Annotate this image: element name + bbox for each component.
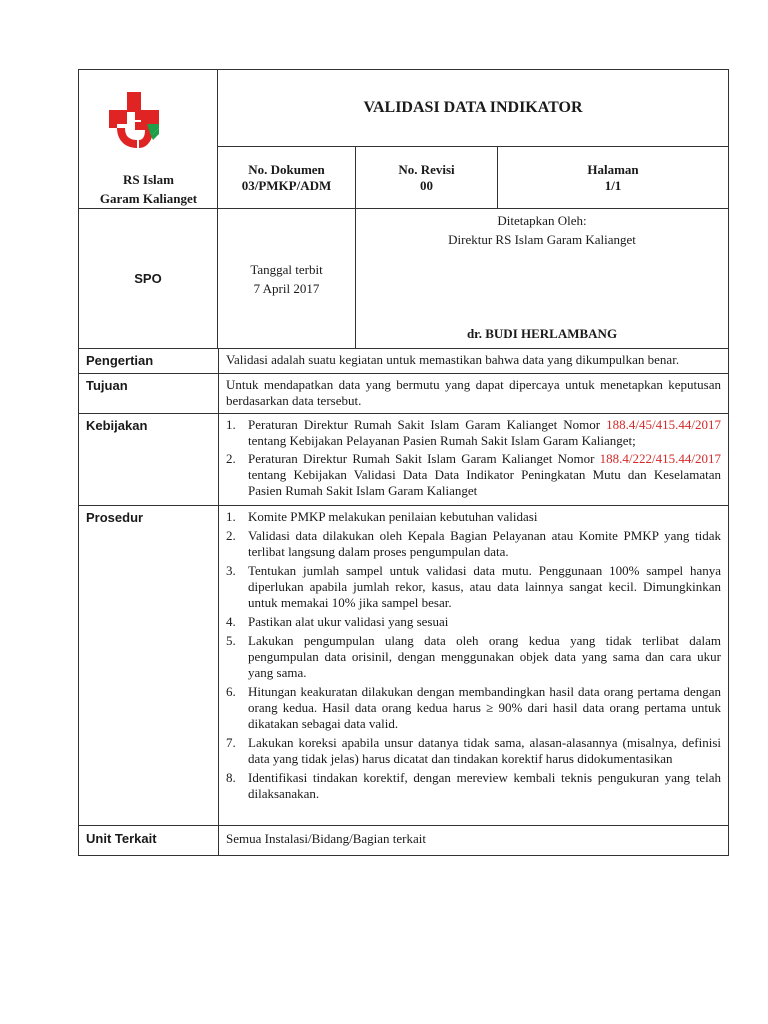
spo-content-table (78, 348, 729, 856)
row-tujuan (79, 374, 729, 414)
no-dokumen-cell (217, 146, 356, 209)
signatory-name: dr. BUDI HERLAMBANG (466, 326, 618, 341)
regulation-number: 188.4/45/415.44/2017 (606, 417, 721, 432)
prosedur-item (226, 614, 721, 630)
item-number: 6. (226, 684, 236, 699)
pengertian-label: Pengertian (79, 349, 219, 374)
kebijakan-text: tentang Kebijakan Pelayanan Pasien Rumah Sakit Islam Garam Kalianget; (248, 433, 636, 448)
prosedur-content (219, 506, 729, 826)
item-number: 4. (226, 614, 236, 629)
prosedur-item (226, 684, 721, 732)
prosedur-item (226, 770, 721, 802)
logo-cell (78, 69, 218, 209)
item-number: 8. (226, 770, 236, 785)
item-number: 2. (226, 528, 236, 543)
hospital-cross-logo-icon (107, 90, 169, 152)
regulation-number: 188.4/222/415.44/2017 (599, 451, 721, 466)
prosedur-item (226, 563, 721, 611)
row-unit-terkait (79, 826, 729, 856)
prosedur-text: Identifikasi tindakan korektif, dengan mereview kembali teknis pengukuran yang telah dilaksanakan. (248, 770, 721, 801)
document-header (78, 69, 729, 349)
hospital-name-line2: Garam Kalianget (99, 191, 198, 206)
kebijakan-text: Peraturan Direktur Rumah Sakit Islam Garam Kalianget Nomor (248, 451, 600, 466)
item-number: 7. (226, 735, 236, 750)
kebijakan-item (226, 451, 721, 499)
item-number: 1. (226, 509, 236, 524)
item-number: 5. (226, 633, 236, 648)
no-revisi-label: No. Revisi (398, 161, 455, 177)
prosedur-text: Validasi data dilakukan oleh Kepala Bagian Pelayanan atau Komite PMKP yang tidak terlibat langsung dalam proses pengumpulan data. (248, 528, 721, 559)
halaman-label: Halaman (587, 161, 639, 177)
kebijakan-content (219, 414, 729, 506)
kebijakan-text: Peraturan Direktur Rumah Sakit Islam Garam Kalianget Nomor (248, 417, 607, 432)
pengertian-text: Validasi adalah suatu kegiatan untuk memastikan bahwa data yang dikumpulkan benar. (219, 349, 729, 374)
item-number: 3. (226, 563, 236, 578)
no-dokumen-value: 03/PMKP/ADM (241, 177, 332, 193)
row-pengertian (79, 349, 729, 374)
no-revisi-value: 00 (420, 177, 433, 193)
kebijakan-label: Kebijakan (79, 414, 219, 506)
halaman-cell (497, 146, 729, 209)
hospital-name (79, 170, 218, 208)
tanggal-terbit-label: Tanggal terbit (250, 261, 323, 277)
row-prosedur (79, 506, 729, 826)
prosedur-text: Lakukan koreksi apabila unsur datanya tidak sama, alasan-alasannya (misalnya, definisi data yang tidak jelas) harus dicatat dan tindakan korektif harus didokumentasikan (248, 735, 721, 766)
halaman-value: 1/1 (604, 177, 622, 193)
tujuan-text: Untuk mendapatkan data yang bermutu yang dapat dipercaya untuk menetapkan keputusan berdasarkan data tersebut. (219, 374, 729, 414)
kebijakan-text: tentang Kebijakan Validasi Data Data Indikator Peningkatan Mutu dan Keselamatan Pasien Rumah Sakit Islam Garam Kalianget (248, 467, 721, 498)
prosedur-text: Hitungan keakuratan dilakukan dengan membandingkan hasil data orang pertama dengan orang kedua. Hasil data orang kedua harus ≥ 90% dari hasil data orang pertama untuk dikatakan sebagai data valid. (248, 684, 721, 731)
tanggal-terbit-value: 7 April 2017 (253, 280, 320, 296)
spo-label: SPO (78, 208, 218, 349)
item-number: 2. (226, 451, 236, 466)
hospital-name-line1: RS Islam (123, 172, 174, 187)
prosedur-item (226, 509, 721, 525)
item-number: 1. (226, 417, 236, 432)
prosedur-text: Pastikan alat ukur validasi yang sesuai (248, 614, 449, 629)
prosedur-text: Komite PMKP melakukan penilaian kebutuhan validasi (248, 509, 538, 524)
no-revisi-cell (355, 146, 498, 209)
unit-terkait-text: Semua Instalasi/Bidang/Bagian terkait (219, 826, 729, 856)
prosedur-text: Tentukan jumlah sampel untuk validasi data mutu. Penggunaan 100% sampel hanya diperlukan apabila jumlah rekor, kasus, atau data lainnya sangat kecil. Dimungkinkan untuk memakai 10% jika sampel besar. (248, 563, 721, 610)
prosedur-item (226, 735, 721, 767)
document-title: VALIDASI DATA INDIKATOR (217, 69, 729, 147)
unit-terkait-label: Unit Terkait (79, 826, 219, 856)
prosedur-item (226, 528, 721, 560)
prosedur-item (226, 633, 721, 681)
ditetapkan-cell (355, 208, 729, 349)
row-kebijakan (79, 414, 729, 506)
prosedur-text: Lakukan pengumpulan ulang data oleh orang kedua yang tidak terlibat dalam pengumpulan data orisinil, dengan menggunakan objek data yang sama dan cara ukur yang sama. (248, 633, 721, 680)
ditetapkan-label: Ditetapkan Oleh: (497, 213, 587, 228)
prosedur-label: Prosedur (79, 506, 219, 826)
kebijakan-item (226, 417, 721, 449)
no-dokumen-label: No. Dokumen (248, 161, 325, 177)
ditetapkan-value: Direktur RS Islam Garam Kalianget (448, 232, 636, 247)
tujuan-label: Tujuan (79, 374, 219, 414)
tanggal-terbit-cell (217, 208, 356, 349)
